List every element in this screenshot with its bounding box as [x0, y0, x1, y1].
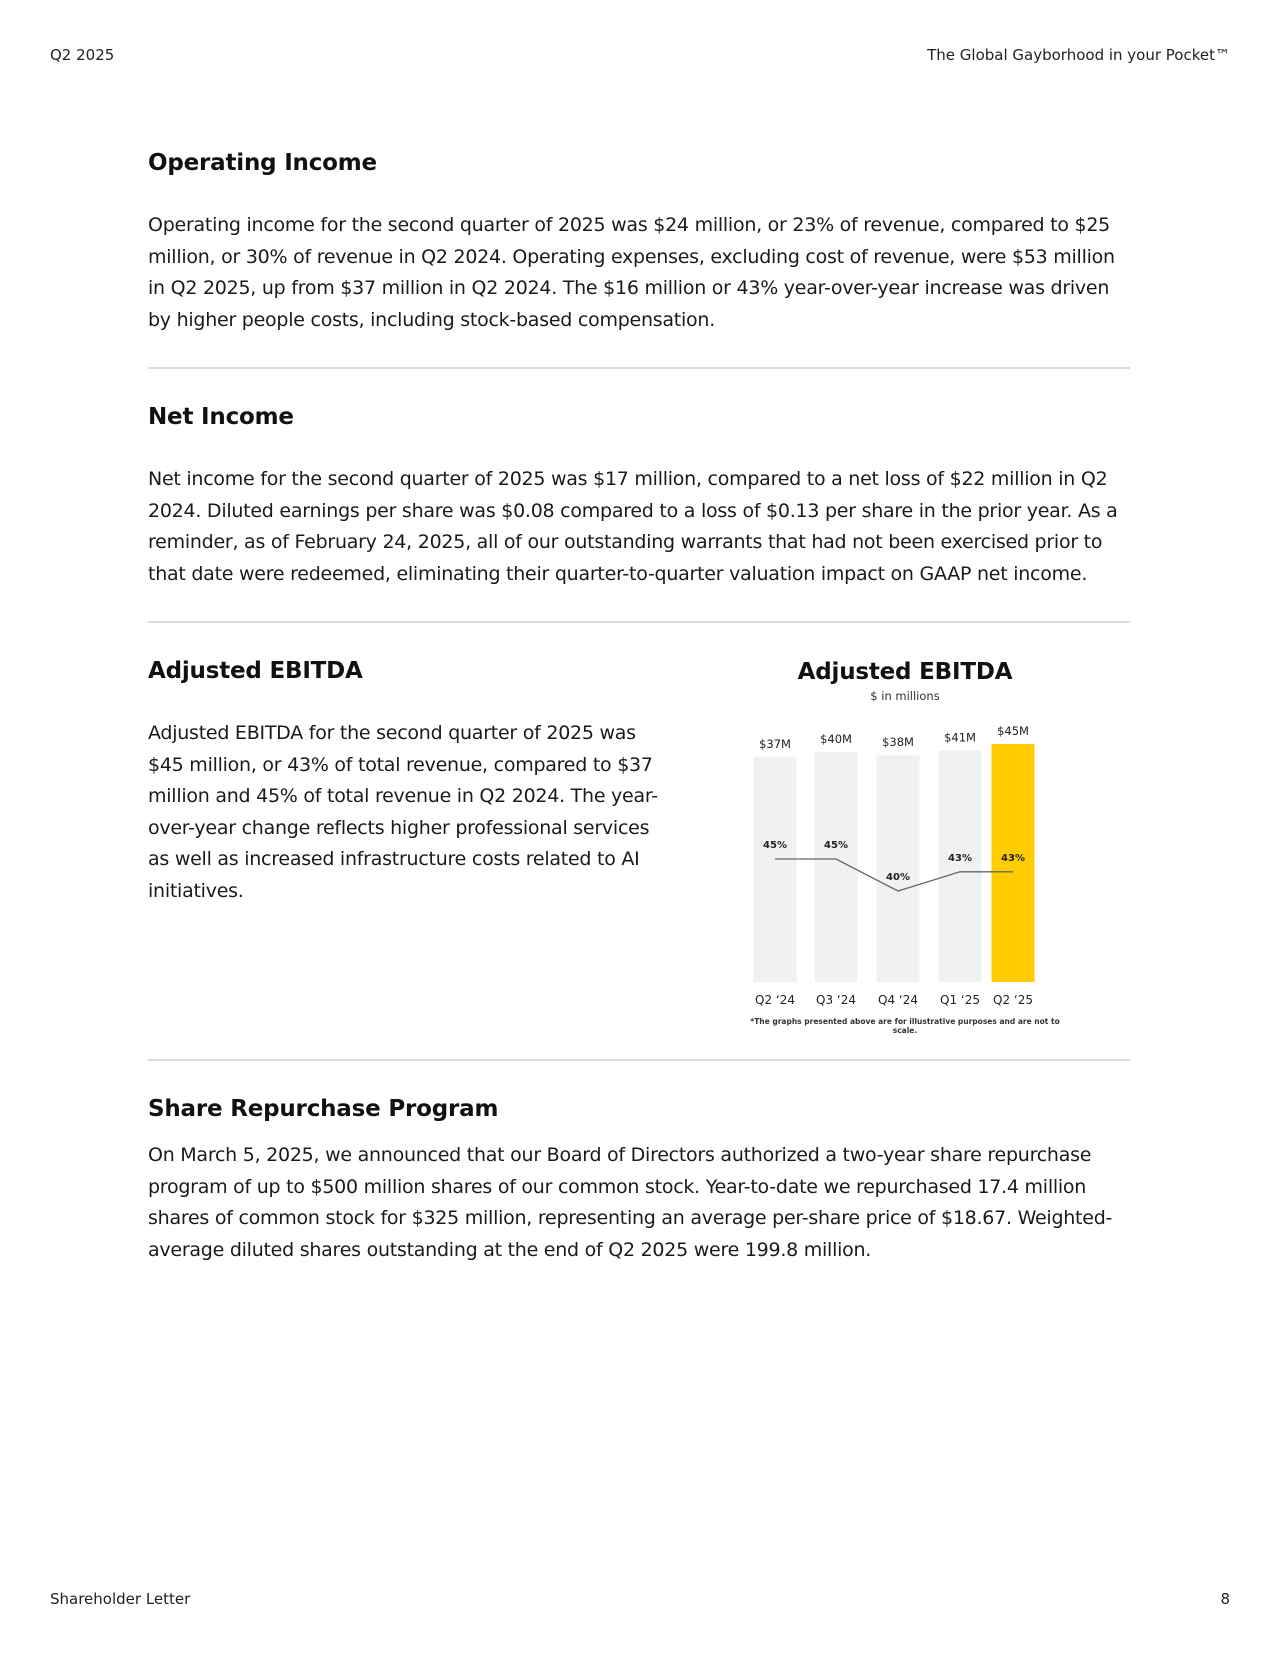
net-income-heading: Net Income	[148, 404, 294, 430]
chart-value-label: $45M	[997, 724, 1029, 738]
chart-subtitle: $ in millions	[870, 689, 940, 703]
operating-income-text: Operating income for the second quarter of 2025 was $24 million, or 23% of revenue, compared to $25 million, or 30% of revenue in Q2 2024. Operating expenses, excluding cost of revenue, were $53 million in Q2 2025, up from $37 million in Q2 2024. The $16 million or 43% year-over-year increase was driven by higher people costs, including stock-based compensation.	[148, 214, 1115, 331]
chart-category-label: Q2 ‘24	[755, 993, 795, 1007]
chart-margin-label: 43%	[1001, 852, 1025, 864]
header-tagline: The Global Gayborhood in your Pocket™	[927, 46, 1230, 64]
net-income-text: Net income for the second quarter of 2025 was $17 million, compared to a net loss of $22 million in Q2 2024. Diluted earnings per share was $0.08 compared to a loss of $0.13 per share in the prior year. As a reminder, as of February 24, 2025, all of our outstanding warrants that had not been exercised prior to that date were redeemed, eliminating their quarter-to-quarter valuation impact on GAAP net income.	[148, 468, 1118, 585]
page-number: 8	[1220, 1590, 1230, 1608]
share-repurchase-text: On March 5, 2025, we announced that our Board of Directors authorized a two-year share repurchase program of up to $500 million shares of our common stock. Year-to-date we repurchased 17.4 million shares of common stock for $325 million, representing an average per-share price of $18.67. Weighted-average diluted shares outstanding at the end of Q2 2025 were 199.8 million.	[148, 1144, 1113, 1261]
chart-bar	[754, 757, 797, 982]
section-divider	[148, 367, 1130, 369]
chart-footnote: *The graphs presented above are for illustrative purposes and are not to scale.	[750, 1017, 1060, 1035]
chart-value-label: $38M	[882, 735, 914, 750]
chart-canvas	[740, 655, 1070, 1035]
chart-value-label: $37M	[759, 736, 791, 751]
adjusted-ebitda-text: Adjusted EBITDA for the second quarter of 2025 was $45 million, or 43% of total revenue, compared to $37 million and 45% of total revenue in Q2 2024. The year-over-year change reflects higher professional services as well as increased infrastructure costs related to AI initiatives.	[148, 722, 658, 902]
chart-category-label: Q2 ‘25	[993, 993, 1033, 1007]
adjusted-ebitda-section	[148, 658, 668, 907]
adjusted-ebitda-chart	[740, 655, 1070, 1035]
operating-income-heading: Operating Income	[148, 150, 377, 176]
chart-value-label: $40M	[820, 732, 852, 746]
chart-title: Adjusted EBITDA	[797, 659, 1013, 685]
chart-category-label: Q4 ‘24	[878, 993, 918, 1007]
page-footer	[50, 1590, 1230, 1614]
chart-margin-label: 40%	[886, 872, 910, 883]
chart-bar	[877, 755, 920, 982]
share-repurchase-heading: Share Repurchase Program	[148, 1096, 499, 1122]
adjusted-ebitda-heading: Adjusted EBITDA	[148, 658, 363, 684]
net-income-section	[148, 404, 1130, 590]
operating-income-section	[148, 150, 1130, 336]
chart-margin-label: 43%	[948, 852, 972, 864]
chart-margin-label: 45%	[824, 840, 848, 851]
header-period: Q2 2025	[50, 46, 115, 64]
chart-category-label: Q1 ‘25	[940, 993, 980, 1007]
section-divider	[148, 1059, 1130, 1061]
share-repurchase-section	[148, 1096, 1130, 1266]
page-header	[50, 46, 1230, 70]
chart-bar	[939, 750, 982, 982]
footer-label: Shareholder Letter	[50, 1590, 191, 1608]
chart-margin-label: 45%	[763, 840, 787, 851]
chart-value-label: $41M	[944, 730, 976, 745]
section-divider	[148, 621, 1130, 623]
chart-category-label: Q3 ‘24	[816, 993, 856, 1007]
